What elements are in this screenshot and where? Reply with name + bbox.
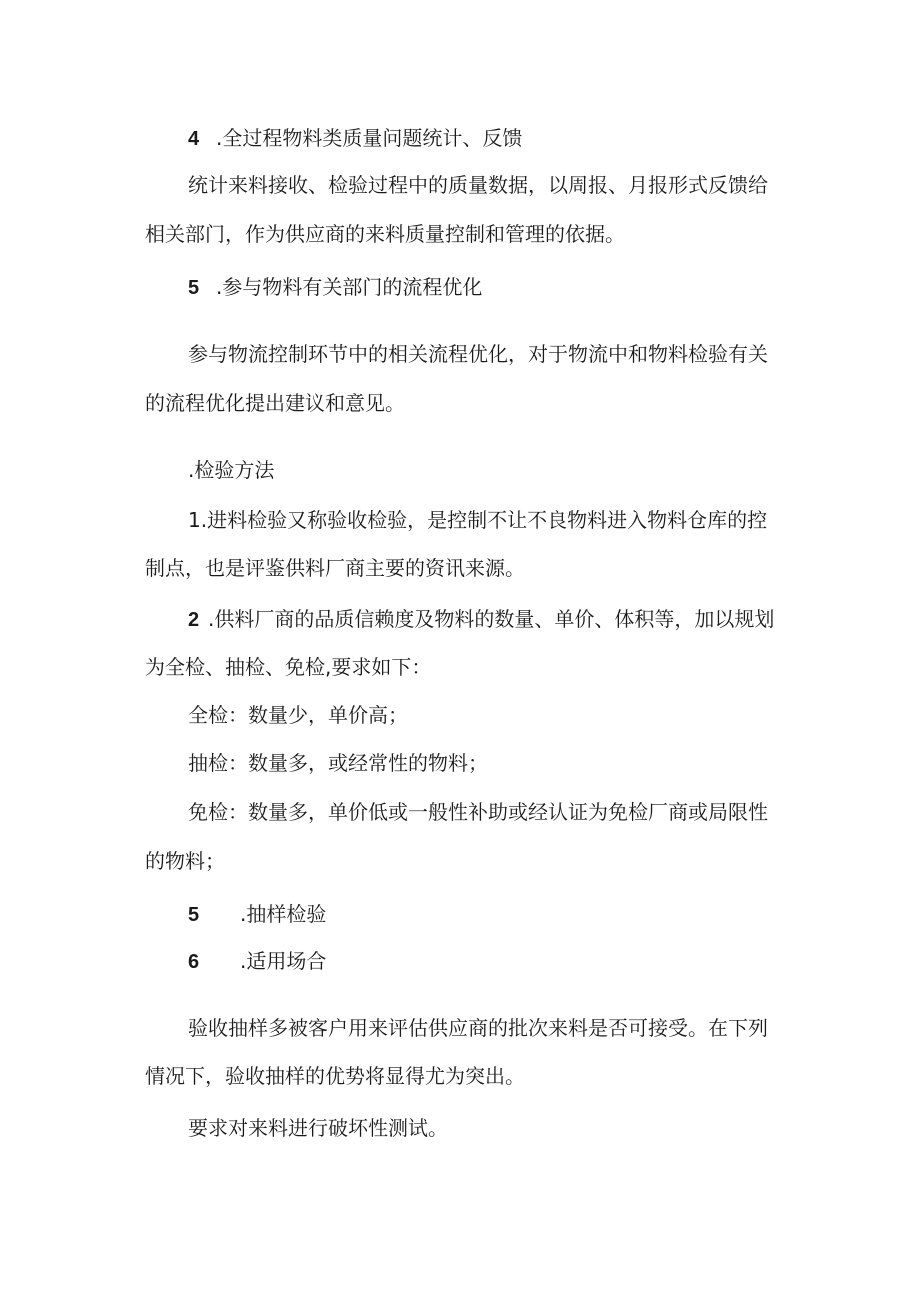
sampling-inspection-line: 抽检：数量多，或经常性的物料； bbox=[188, 751, 488, 775]
paragraph-line: 验收抽样多被客户用来评估供应商的批次来料是否可接受。在下列 bbox=[188, 1016, 768, 1040]
section-4-heading bbox=[188, 126, 522, 151]
paragraph-line: 要求对来料进行破坏性测试。 bbox=[188, 1116, 448, 1140]
section-number: 6 bbox=[188, 951, 200, 973]
list-item-line: 1.进料检验又称验收检验，是控制不让不良物料进入物料仓库的控 bbox=[188, 508, 768, 532]
section-number: 5 bbox=[188, 277, 200, 299]
subsection-5-heading bbox=[188, 902, 326, 927]
section-title: .抽样检验 bbox=[240, 902, 327, 926]
section-title: .参与物料有关部门的流程优化 bbox=[216, 275, 483, 299]
section-number: 4 bbox=[188, 128, 200, 150]
section-number: 5 bbox=[188, 904, 200, 926]
paragraph-line: 相关部门，作为供应商的来料质量控制和管理的依据。 bbox=[145, 222, 625, 246]
list-item-line: 为全检、抽检、免检,要求如下： bbox=[145, 655, 432, 679]
list-item-line: .供料厂商的品质信赖度及物料的数量、单价、体积等，加以规划 bbox=[208, 607, 775, 631]
section-title: .适用场合 bbox=[240, 949, 327, 973]
item-number: 2 bbox=[188, 609, 200, 631]
paragraph-line: 情况下，验收抽样的优势将显得尤为突出。 bbox=[145, 1064, 525, 1088]
paragraph-line: 统计来料接收、检验过程中的质量数据，以周报、月报形式反馈给 bbox=[188, 173, 768, 197]
method-heading: .检验方法 bbox=[188, 458, 275, 482]
exempt-inspection-line: 的物料； bbox=[145, 849, 225, 873]
subsection-6-heading bbox=[188, 949, 326, 974]
section-5-heading bbox=[188, 275, 482, 300]
exempt-inspection-line: 免检：数量多，单价低或一般性补助或经认证为免检厂商或局限性 bbox=[188, 800, 768, 824]
paragraph-line: 参与物流控制环节中的相关流程优化，对于物流中和物料检验有关 bbox=[188, 342, 768, 366]
full-inspection-line: 全检：数量少，单价高； bbox=[188, 703, 408, 727]
list-item-2 bbox=[188, 607, 774, 632]
list-item-line: 制点，也是评鉴供料厂商主要的资讯来源。 bbox=[145, 556, 525, 580]
paragraph-line: 的流程优化提出建议和意见。 bbox=[145, 391, 405, 415]
section-title: .全过程物料类质量问题统计、反馈 bbox=[216, 126, 523, 150]
